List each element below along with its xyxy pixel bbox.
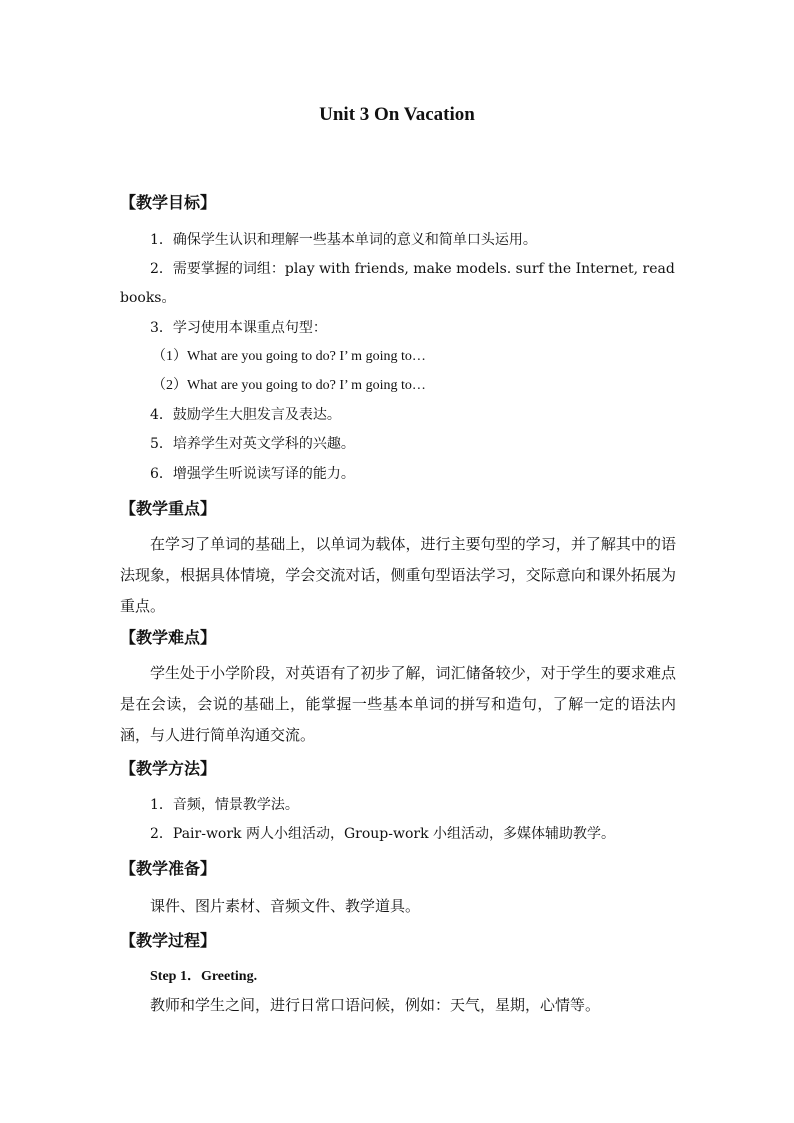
goal-item-3: 3．学习使用本课重点句型： <box>150 320 327 336</box>
goal-item-2: 2．需要掌握的词组：play with friends, make models. surf the Internet, read <box>150 261 675 277</box>
goal-pattern-2: （2）What are you going to do? I’ m going to… <box>152 378 426 393</box>
step-1-title: Step 1．Greeting. <box>150 969 258 984</box>
goal-item-2-cont: books。 <box>120 290 176 306</box>
method-item-2: 2．Pair-work 两人小组活动，Group-work 小组活动，多媒体辅助教学。 <box>150 826 616 842</box>
difficulties-text: 学生处于小学阶段，对英语有了初步了解，词汇储备较少，对于学生的要求难点是在会读，会说的基础上，能掌握一些基本单词的拼写和造句，了解一定的语法内涵，与人进行简单沟通交流。 <box>120 664 676 744</box>
section-heading-preparation: 【教学准备】 <box>120 859 217 878</box>
method-item-1: 1．音频，情景教学法。 <box>150 797 299 813</box>
goal-pattern-1: （1）What are you going to do? I’ m going to… <box>152 349 426 364</box>
section-heading-process: 【教学过程】 <box>120 931 217 950</box>
section-heading-methods: 【教学方法】 <box>120 759 217 778</box>
goal-item-1: 1．确保学生认识和理解一些基本单词的意义和简单口头运用。 <box>150 232 537 248</box>
key-points-text: 在学习了单词的基础上，以单词为载体，进行主要句型的学习，并了解其中的语法现象，根据具体情境，学会交流对话，侧重句型语法学习，交际意向和课外拓展为重点。 <box>120 535 676 615</box>
section-heading-difficulties: 【教学难点】 <box>120 628 217 647</box>
section-heading-goals: 【教学目标】 <box>120 193 217 212</box>
goal-item-6: 6．增强学生听说读写译的能力。 <box>150 466 355 482</box>
preparation-text: 课件、图片素材、音频文件、教学道具。 <box>150 897 421 915</box>
goal-item-5: 5．培养学生对英文学科的兴趣。 <box>150 436 355 452</box>
step-1-text: 教师和学生之间，进行日常口语问候，例如：天气，星期，心情等。 <box>150 996 601 1014</box>
section-heading-key-points: 【教学重点】 <box>120 499 217 518</box>
goal-item-4: 4．鼓励学生大胆发言及表达。 <box>150 407 341 423</box>
document-title: Unit 3 On Vacation <box>319 104 475 125</box>
